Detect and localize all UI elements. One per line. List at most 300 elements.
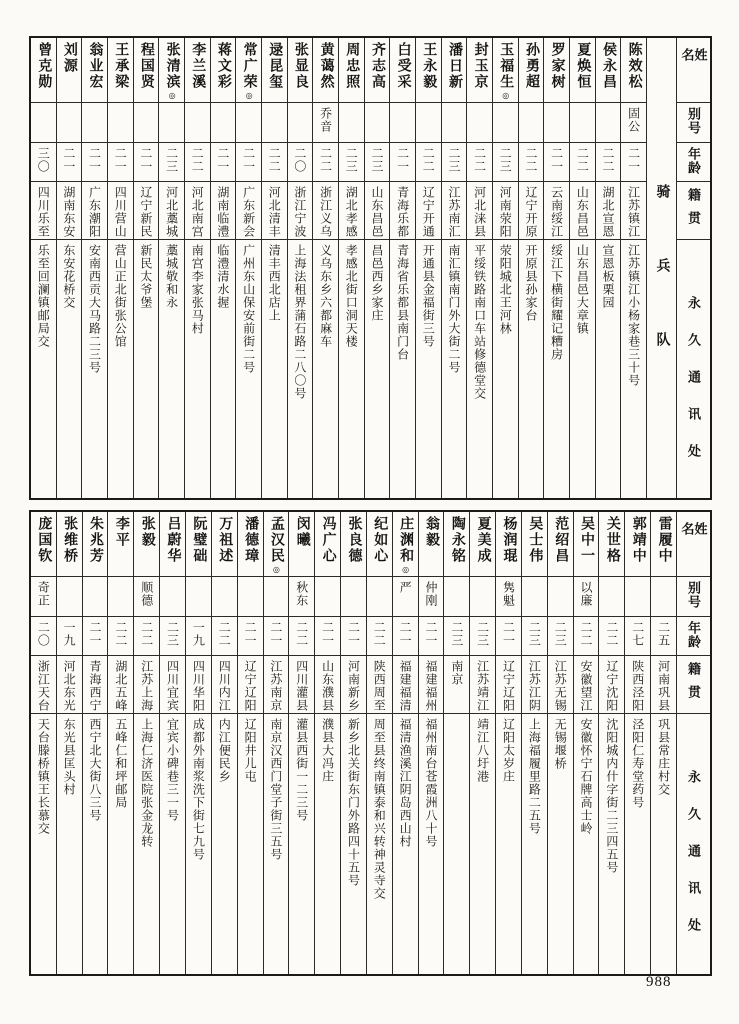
age-text: 二三 bbox=[165, 621, 180, 647]
entry-column bbox=[133, 38, 159, 498]
age-text: 二二 bbox=[523, 147, 538, 173]
alias-cell bbox=[82, 102, 107, 142]
native-place-cell bbox=[519, 181, 544, 239]
native-text: 青海西宁 bbox=[88, 660, 103, 712]
header-address-label: 永久通讯处 bbox=[686, 770, 701, 955]
name-cell bbox=[57, 512, 82, 576]
age-text: 二一 bbox=[87, 147, 102, 173]
name-text: 曾克勋 bbox=[36, 42, 52, 90]
name-text: 程国贤 bbox=[138, 42, 154, 90]
address-cell bbox=[390, 239, 415, 498]
native-place-cell bbox=[57, 181, 82, 239]
native-text: 福建福清 bbox=[398, 660, 413, 712]
age-cell bbox=[264, 616, 289, 655]
alias-cell bbox=[625, 576, 650, 616]
age-cell bbox=[108, 616, 133, 655]
address-cell bbox=[519, 239, 544, 498]
name-text: 李兰溪 bbox=[190, 42, 206, 90]
addr-text: 上海福履里路二五号 bbox=[527, 718, 542, 835]
name-cell bbox=[262, 38, 287, 102]
age-cell bbox=[315, 616, 340, 655]
native-text: 辽宁沈阳 bbox=[604, 660, 619, 712]
age-text: 二一 bbox=[138, 147, 153, 173]
addr-text: 巩县常庄村交 bbox=[656, 718, 671, 796]
entry-column bbox=[598, 512, 624, 974]
address-cell bbox=[289, 713, 314, 974]
age-text: 二三 bbox=[446, 147, 461, 173]
name-cell bbox=[134, 512, 159, 576]
age-text: 二二 bbox=[294, 621, 309, 647]
native-place-cell bbox=[82, 181, 107, 239]
alias-cell bbox=[570, 102, 595, 142]
name-text: 阮璧础 bbox=[191, 516, 207, 564]
native-place-cell bbox=[599, 655, 624, 713]
entry-column bbox=[82, 512, 108, 974]
entry-column bbox=[263, 512, 289, 974]
alias-cell bbox=[57, 102, 82, 142]
alias-cell bbox=[522, 576, 547, 616]
native-text: 河北南宫 bbox=[190, 186, 205, 238]
age-text: 二一 bbox=[395, 147, 410, 173]
age-text: 一九 bbox=[191, 621, 206, 647]
age-text: 二一 bbox=[241, 147, 256, 173]
age-cell bbox=[339, 142, 364, 181]
age-cell bbox=[367, 616, 392, 655]
address-cell bbox=[365, 239, 390, 498]
name-text: 吴士伟 bbox=[527, 516, 543, 564]
native-text: 辽宁辽阳 bbox=[243, 660, 258, 712]
age-text: 二一 bbox=[346, 621, 361, 647]
entry-column bbox=[184, 38, 210, 498]
name-cell bbox=[313, 38, 338, 102]
addr-text: 周至县终南镇泰和兴转神灵寺交 bbox=[372, 718, 387, 900]
age-text: 二〇 bbox=[36, 621, 51, 647]
addr-text: 天台滕桥镇王长慕交 bbox=[36, 718, 51, 835]
age-text: 二二 bbox=[217, 621, 232, 647]
name-cell bbox=[289, 512, 314, 576]
name-text: 纪如心 bbox=[372, 516, 388, 564]
name-text: 雷履中 bbox=[656, 516, 672, 564]
name-text: 常广荣 bbox=[241, 42, 257, 90]
addr-text: 无锡堰桥 bbox=[553, 718, 568, 770]
address-cell bbox=[339, 239, 364, 498]
address-cell bbox=[57, 713, 82, 974]
address-cell bbox=[212, 713, 237, 974]
address-cell bbox=[621, 239, 646, 498]
alias-cell bbox=[288, 102, 313, 142]
native-text: 青海乐都 bbox=[395, 186, 410, 238]
name-text: 郭靖中 bbox=[630, 516, 646, 564]
native-text: 湖南临澧 bbox=[215, 186, 230, 238]
alias-cell bbox=[238, 576, 263, 616]
addr-text: 宣恩板栗园 bbox=[600, 244, 615, 309]
name-cell bbox=[444, 512, 469, 576]
native-place-cell bbox=[315, 655, 340, 713]
entry-column bbox=[312, 38, 338, 498]
alias-cell bbox=[651, 576, 676, 616]
addr-text: 辽阳太岁庄 bbox=[501, 718, 516, 783]
name-cell bbox=[519, 38, 544, 102]
entry-column bbox=[159, 512, 185, 974]
native-place-cell bbox=[236, 181, 261, 239]
age-text: 二一 bbox=[215, 147, 230, 173]
age-cell bbox=[621, 142, 646, 181]
entry-column bbox=[573, 512, 599, 974]
circled-annotation-mark: ◎ bbox=[167, 91, 177, 100]
native-text: 广东新会 bbox=[241, 186, 256, 238]
name-cell bbox=[211, 38, 236, 102]
name-text: 夏美成 bbox=[475, 516, 491, 564]
unit-label: 骑兵队 bbox=[654, 184, 670, 406]
name-text: 张良德 bbox=[346, 516, 362, 564]
native-place-cell bbox=[367, 655, 392, 713]
native-place-cell bbox=[108, 655, 133, 713]
name-text: 吴中一 bbox=[579, 516, 595, 564]
native-text: 河南巩县 bbox=[656, 660, 671, 712]
alias-cell bbox=[393, 576, 418, 616]
native-text: 云南绥江 bbox=[549, 186, 564, 238]
address-cell bbox=[186, 713, 211, 974]
age-cell bbox=[185, 142, 210, 181]
name-cell bbox=[83, 512, 108, 576]
addr-text: 东安花桥交 bbox=[61, 244, 76, 309]
name-cell bbox=[651, 512, 676, 576]
name-text: 刘源 bbox=[61, 42, 77, 74]
native-place-cell bbox=[444, 655, 469, 713]
native-text: 辽宁开通 bbox=[421, 186, 436, 238]
age-cell bbox=[238, 616, 263, 655]
name-text: 夏焕恒 bbox=[575, 42, 591, 90]
name-text: 张显良 bbox=[292, 42, 308, 90]
entry-column bbox=[389, 38, 415, 498]
age-text: 二一 bbox=[549, 147, 564, 173]
address-cell bbox=[31, 239, 56, 498]
age-text: 二一 bbox=[320, 621, 335, 647]
age-cell bbox=[262, 142, 287, 181]
alias-cell bbox=[313, 102, 338, 142]
header-age bbox=[677, 142, 710, 181]
name-text: 潘德璋 bbox=[243, 516, 259, 564]
age-text: 二二 bbox=[139, 621, 154, 647]
alias-cell bbox=[365, 102, 390, 142]
name-cell bbox=[315, 512, 340, 576]
alias-cell bbox=[444, 576, 469, 616]
age-cell bbox=[83, 616, 108, 655]
alias-cell bbox=[262, 102, 287, 142]
addr-text: 西宁北大街八三号 bbox=[88, 718, 103, 822]
age-cell bbox=[289, 616, 314, 655]
entry-column bbox=[521, 512, 547, 974]
age-cell bbox=[288, 142, 313, 181]
age-cell bbox=[393, 616, 418, 655]
age-cell bbox=[444, 616, 469, 655]
age-cell bbox=[625, 616, 650, 655]
address-cell bbox=[185, 239, 210, 498]
alias-cell bbox=[315, 576, 340, 616]
entry-column bbox=[133, 512, 159, 974]
address-cell bbox=[570, 239, 595, 498]
age-text: 二三 bbox=[527, 621, 542, 647]
name-text: 闵曦 bbox=[294, 516, 310, 548]
header-address bbox=[677, 713, 710, 974]
addr-text: 新乡北关街东门外路四十五号 bbox=[346, 718, 361, 887]
native-place-cell bbox=[522, 655, 547, 713]
age-cell bbox=[212, 616, 237, 655]
alias-cell bbox=[339, 102, 364, 142]
native-place-cell bbox=[390, 181, 415, 239]
header-native-label: 籍贯 bbox=[686, 662, 701, 708]
name-text: 冯广心 bbox=[320, 516, 336, 564]
alias-cell bbox=[160, 576, 185, 616]
native-text: 湖北孝感 bbox=[344, 186, 359, 238]
addr-text: 绥江下横街耀记糟房 bbox=[549, 244, 564, 361]
unit-column bbox=[646, 38, 676, 498]
name-cell bbox=[416, 38, 441, 102]
entry-column bbox=[469, 512, 495, 974]
alias-cell bbox=[159, 102, 184, 142]
entry-column bbox=[56, 38, 82, 498]
entry-column bbox=[492, 38, 518, 498]
native-place-cell bbox=[160, 655, 185, 713]
name-cell bbox=[185, 38, 210, 102]
address-cell bbox=[548, 713, 573, 974]
native-text: 江苏南京 bbox=[268, 660, 283, 712]
address-cell bbox=[493, 239, 518, 498]
page-number: 988 bbox=[646, 974, 672, 990]
address-cell bbox=[367, 713, 392, 974]
addr-text: 义乌东乡六都麻车 bbox=[318, 244, 333, 348]
address-cell bbox=[108, 239, 133, 498]
name-cell bbox=[341, 512, 366, 576]
address-cell bbox=[574, 713, 599, 974]
addr-text: 东光县匡头村 bbox=[62, 718, 77, 796]
entry-column bbox=[620, 38, 646, 498]
entry-column bbox=[81, 38, 107, 498]
alias-text: 严 bbox=[398, 581, 413, 594]
address-cell bbox=[341, 713, 366, 974]
age-cell bbox=[341, 616, 366, 655]
native-place-cell bbox=[574, 655, 599, 713]
address-cell bbox=[83, 713, 108, 974]
alias-cell bbox=[264, 576, 289, 616]
native-text: 山东昌邑 bbox=[575, 186, 590, 238]
name-cell bbox=[186, 512, 211, 576]
name-cell bbox=[367, 512, 392, 576]
alias-cell bbox=[134, 576, 159, 616]
name-text: 齐志高 bbox=[369, 42, 385, 90]
header-age-label: 年龄 bbox=[686, 621, 701, 649]
addr-text: 辽阳井儿屯 bbox=[243, 718, 258, 783]
age-text: 二二 bbox=[604, 621, 619, 647]
entry-column bbox=[338, 38, 364, 498]
name-cell bbox=[108, 512, 133, 576]
native-place-cell bbox=[31, 655, 56, 713]
addr-text: 上海仁济医院张金龙转 bbox=[139, 718, 154, 848]
native-text: 陕西泾阳 bbox=[630, 660, 645, 712]
age-cell bbox=[419, 616, 444, 655]
name-text: 翁业宏 bbox=[87, 42, 103, 90]
entry-column bbox=[547, 512, 573, 974]
age-cell bbox=[82, 142, 107, 181]
age-text: 一九 bbox=[62, 621, 77, 647]
age-cell bbox=[519, 142, 544, 181]
native-place-cell bbox=[493, 181, 518, 239]
age-cell bbox=[160, 616, 185, 655]
addr-text: 灌县西街一二三号 bbox=[294, 718, 309, 822]
alias-cell bbox=[416, 102, 441, 142]
address-cell bbox=[211, 239, 236, 498]
address-cell bbox=[470, 713, 495, 974]
native-text: 湖南东安 bbox=[61, 186, 76, 238]
alias-cell bbox=[236, 102, 261, 142]
native-place-cell bbox=[596, 181, 621, 239]
addr-text: 开原县孙家台 bbox=[523, 244, 538, 322]
name-cell bbox=[599, 512, 624, 576]
native-text: 四川营山 bbox=[113, 186, 128, 238]
native-place-cell bbox=[570, 181, 595, 239]
entry-column bbox=[314, 512, 340, 974]
native-place-cell bbox=[31, 181, 56, 239]
name-cell bbox=[339, 38, 364, 102]
entry-column bbox=[31, 38, 56, 498]
name-cell bbox=[212, 512, 237, 576]
address-cell bbox=[264, 713, 289, 974]
header-native bbox=[677, 655, 710, 713]
header-native bbox=[677, 181, 710, 239]
address-cell bbox=[134, 239, 159, 498]
name-cell bbox=[159, 38, 184, 102]
native-text: 江苏江阴 bbox=[527, 660, 542, 712]
name-text: 吕蔚华 bbox=[165, 516, 181, 564]
native-place-cell bbox=[419, 655, 444, 713]
native-place-cell bbox=[288, 181, 313, 239]
age-cell bbox=[134, 616, 159, 655]
age-text: 二一 bbox=[423, 621, 438, 647]
name-cell bbox=[82, 38, 107, 102]
addr-text: 平绥铁路南口车站修德堂交 bbox=[472, 244, 487, 400]
addr-text: 宜宾小碑巷三一号 bbox=[165, 718, 180, 822]
name-text: 王承梁 bbox=[113, 42, 129, 90]
native-text: 湖北五峰 bbox=[113, 660, 128, 712]
alias-cell bbox=[31, 576, 56, 616]
alias-text: 秋东 bbox=[294, 581, 309, 607]
alias-cell bbox=[31, 102, 56, 142]
age-cell bbox=[574, 616, 599, 655]
name-text: 潘日新 bbox=[446, 42, 462, 90]
native-place-cell bbox=[57, 655, 82, 713]
native-text: 河北涞县 bbox=[472, 186, 487, 238]
age-text: 二一 bbox=[61, 147, 76, 173]
header-alias bbox=[677, 102, 710, 142]
addr-text: 荥阳城北王河林 bbox=[498, 244, 513, 335]
alias-cell bbox=[574, 576, 599, 616]
addr-text: 清丰西北店上 bbox=[267, 244, 282, 322]
addr-text: 濮县大冯庄 bbox=[320, 718, 335, 783]
age-text: 二三 bbox=[553, 621, 568, 647]
addr-text: 安南西贡大马路二三号 bbox=[87, 244, 102, 374]
alias-cell bbox=[212, 576, 237, 616]
age-cell bbox=[365, 142, 390, 181]
entry-column bbox=[211, 512, 237, 974]
native-text: 四川乐至 bbox=[36, 186, 51, 238]
name-cell bbox=[548, 512, 573, 576]
addr-text: 江苏镇江小杨家巷三十号 bbox=[626, 244, 641, 387]
entry-column bbox=[543, 38, 569, 498]
age-cell bbox=[496, 616, 521, 655]
name-text: 庄渊和 bbox=[398, 516, 414, 564]
addr-text: 昌邑西乡家庄 bbox=[369, 244, 384, 322]
age-cell bbox=[159, 142, 184, 181]
native-place-cell bbox=[544, 181, 569, 239]
name-cell bbox=[496, 512, 521, 576]
name-text: 朱兆芳 bbox=[88, 516, 104, 564]
address-cell bbox=[108, 713, 133, 974]
address-cell bbox=[442, 239, 467, 498]
name-cell bbox=[544, 38, 569, 102]
age-cell bbox=[442, 142, 467, 181]
address-cell bbox=[651, 713, 676, 974]
native-text: 四川华阳 bbox=[191, 660, 206, 712]
native-text: 辽宁辽阳 bbox=[501, 660, 516, 712]
name-text: 罗家树 bbox=[549, 42, 565, 90]
addr-text: 山东昌邑大章镇 bbox=[575, 244, 590, 335]
name-text: 张清滨 bbox=[164, 42, 180, 90]
age-text: 二一 bbox=[501, 621, 516, 647]
age-text: 二一 bbox=[243, 621, 258, 647]
age-cell bbox=[313, 142, 338, 181]
address-cell bbox=[236, 239, 261, 498]
native-text: 湖北宣恩 bbox=[600, 186, 615, 238]
native-text: 江苏无锡 bbox=[553, 660, 568, 712]
native-place-cell bbox=[313, 181, 338, 239]
alias-cell bbox=[108, 102, 133, 142]
header-name bbox=[677, 38, 710, 102]
address-cell bbox=[159, 239, 184, 498]
alias-cell bbox=[185, 102, 210, 142]
header-native-label: 籍贯 bbox=[686, 188, 701, 234]
native-text: 浙江义乌 bbox=[318, 186, 333, 238]
name-text: 侯永昌 bbox=[600, 42, 616, 90]
native-text: 四川宜宾 bbox=[165, 660, 180, 712]
alias-cell bbox=[367, 576, 392, 616]
name-text: 黄蔼然 bbox=[318, 42, 334, 90]
name-cell bbox=[596, 38, 621, 102]
name-cell bbox=[470, 512, 495, 576]
alias-text: 仲刚 bbox=[423, 581, 438, 607]
addr-text: 成都外南浆洗下街七九号 bbox=[191, 718, 206, 861]
circled-annotation-mark: ◎ bbox=[401, 565, 411, 574]
address-cell bbox=[599, 713, 624, 974]
addr-text: 内江便民乡 bbox=[217, 718, 232, 783]
name-cell bbox=[625, 512, 650, 576]
name-text: 玉福生 bbox=[498, 42, 514, 90]
entry-column bbox=[56, 512, 82, 974]
native-place-cell bbox=[548, 655, 573, 713]
age-text: 二二 bbox=[190, 147, 205, 173]
entry-column bbox=[364, 38, 390, 498]
address-cell bbox=[393, 713, 418, 974]
age-text: 二二 bbox=[472, 147, 487, 173]
alias-cell bbox=[390, 102, 415, 142]
native-place-cell bbox=[393, 655, 418, 713]
age-text: 二三 bbox=[475, 621, 490, 647]
native-place-cell bbox=[134, 181, 159, 239]
address-cell bbox=[31, 713, 56, 974]
age-text: 二二 bbox=[372, 621, 387, 647]
native-text: 江苏南汇 bbox=[446, 186, 461, 238]
name-text: 翁毅 bbox=[423, 516, 439, 548]
address-cell bbox=[315, 713, 340, 974]
